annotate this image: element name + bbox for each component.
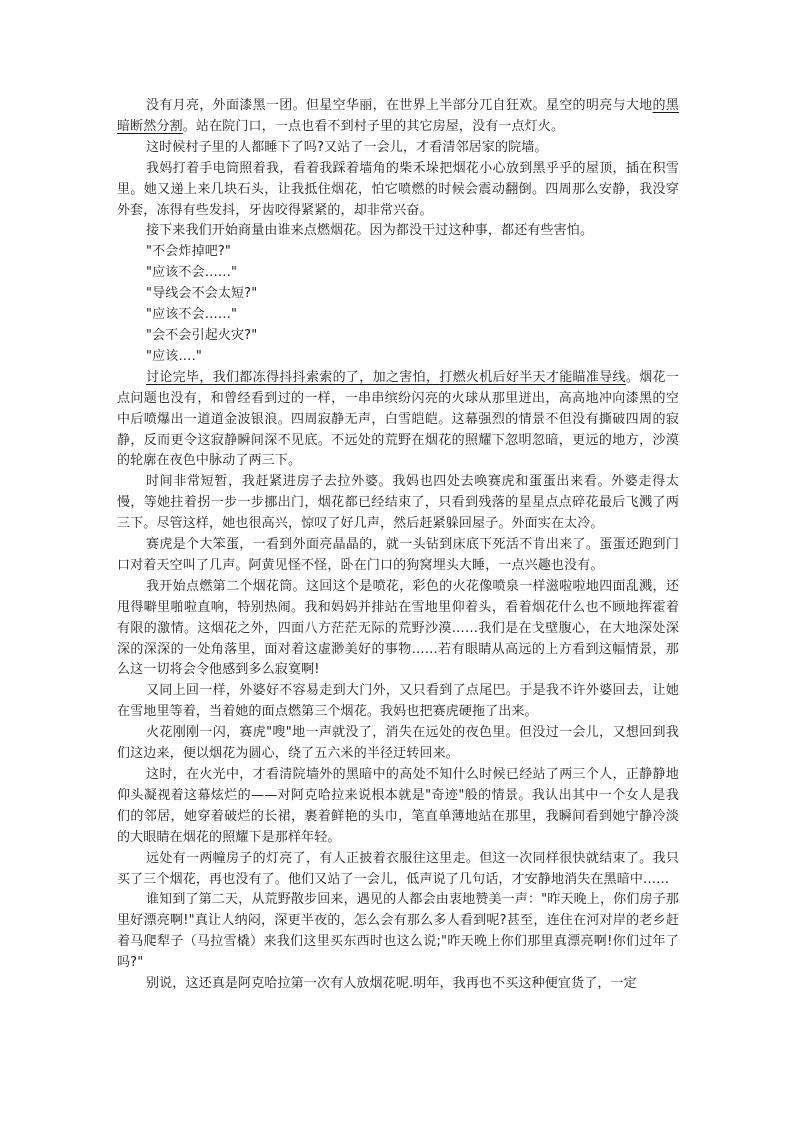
paragraph (117, 681, 679, 723)
paragraph (117, 535, 679, 577)
text-segment: 这时，在火光中，才看清院墙外的黑暗中的高处不知什么时候已经站了两三个人，正静静地仰头凝视着这幕炫烂的——对阿克哈拉来说根本就是"奇迹"般的情景。我认出其中一个女人是我们的邻居，她穿着破烂的长裙，裹着鲜艳的头巾，笔直单薄地站在那里，我瞬间看到她宁静冷淡的大眼睛在烟花的照耀下是那样年轻。 (117, 767, 679, 845)
paragraph (117, 974, 679, 995)
paragraph (117, 242, 679, 263)
paragraph (117, 577, 679, 682)
text-segment: 我妈打着手电筒照着我，看着我踩着墙角的柴禾垛把烟花小心放到黑乎乎的屋顶，插在积雪里。她又递上来几块石头，让我抵住烟花，怕它喷燃的时候会震动翻倒。四周那么安静，我没穿外套，冻得有些发抖，牙齿咬得紧紧的，却非常兴奋。 (117, 160, 679, 218)
paragraph (117, 765, 679, 849)
paragraph (117, 849, 679, 891)
paragraph (117, 472, 679, 535)
text-segment: 。站在院门口，一点也看不到村子里的其它房屋，没有一点灯火。 (182, 118, 565, 134)
text-segment: 。烟花一点问题也没有，和曾经看到过的一样，一串串缤纷闪亮的火球从那里迸出，高高地冲向漆黑的空中后喷爆出一道道金波银浪。四周寂静无声，白雪皑皑。这幕强烈的情景不但没有撕破四周的寂静，反而更令这寂静瞬间深不见底。不远处的荒野在烟花的照耀下忽明忽暗，更远的地方，沙漠的轮廓在夜色中脉动了两三下。 (117, 369, 679, 469)
text-segment: 赛虎是个大笨蛋，一看到外面亮晶晶的，就一头钻到床底下死活不肯出来了。蛋蛋还跑到门口对着天空叫了几声。阿黄见怪不怪，卧在门口的狗窝埋头大睡，一点兴趣也没有。 (117, 537, 679, 573)
paragraph (117, 347, 679, 368)
paragraph (117, 284, 679, 305)
text-segment: "会不会引起火灾?" (146, 327, 258, 343)
text-segment: "导线会不会太短?" (146, 286, 258, 302)
paragraph (117, 221, 679, 242)
text-segment: 接下来我们开始商量由谁来点燃烟花。因为都没干过这种事，都还有些害怕。 (146, 223, 594, 239)
text-segment: 没有月亮，外面漆黑一团。但星空华丽，在世界上半部分兀自狂欢。星空的明亮与大地 (146, 98, 653, 113)
article-body (117, 96, 679, 995)
text-segment: 远处有一两幢房子的灯亮了，有人正披着衣服往这里走。但这一次同样很快就结束了。我只买了三个烟花，再也没有了。他们又站了一会儿，低声说了几句话，才安静地消失在黑暗中…… (117, 850, 679, 887)
paragraph (117, 326, 679, 347)
text-segment: 我开始点燃第二个烟花筒。这回这个是喷花，彩色的火花像喷泉一样滋啦啦地四面乱溅，还甩得噼里啪啦直响，特别热闹。我和妈妈并排站在雪地里仰着头，看着烟花什么也不顾地挥霍着有限的激情。这烟花之外，四面八方茫茫无际的荒野沙漠……我们是在戈壁腹心，在大地深处深深的深深的一处角落里，面对着这虚渺美好的事物……若有眼睛从高远的上方看到这幅情景，那么这一切将会令他感到多么寂寞啊! (117, 578, 679, 678)
paragraph (117, 159, 679, 222)
underlined-text: 讨论完毕，我们都冻得抖抖索索的了，加之害怕，打燃火机后好半天才能瞄准导线 (146, 369, 626, 385)
text-segment: 又同上回一样，外婆好不容易走到大门外，又只看到了点尾巴。于是我不许外婆回去，让她在雪地里等着，当着她的面点燃第三个烟花。我妈也把赛虎硬拖了出来。 (117, 683, 679, 720)
text-segment: "应该不会……" (146, 307, 238, 323)
text-segment: 火花刚刚一闪，赛虎"嗖"地一声就没了，消失在远处的夜色里。但没过一会儿，又想回到我们这边来，便以烟花为圆心，绕了五六米的半径迂转回来。 (117, 725, 679, 762)
text-segment: "不会炸掉吧?" (146, 244, 232, 260)
text-segment: "应该不会……" (146, 265, 238, 281)
paragraph (117, 368, 679, 473)
paragraph (117, 890, 679, 974)
text-segment: 别说，这还真是阿克哈拉第一次有人放烟花呢.明年，我再也不买这种便宜货了，一定 (146, 976, 637, 992)
underlined-text: 的黑暗断然分割 (117, 98, 679, 134)
paragraph (117, 263, 679, 284)
paragraph (117, 723, 679, 765)
paragraph (117, 96, 679, 138)
paragraph (117, 138, 679, 159)
text-segment: 时间非常短暂，我赶紧进房子去拉外婆。我妈也四处去唤赛虎和蛋蛋出来看。外婆走得太慢，等她拄着拐一步一步挪出门，烟花都已经结束了，只看到残落的星星点点碎花最后飞溅了两三下。尽管这样，她也很高兴，惊叹了好几声，然后赶紧躲回屋子。外面实在太冷。 (117, 474, 679, 532)
paragraph (117, 305, 679, 326)
text-segment: 谁知到了第二天，从荒野散步回来，遇见的人都会由衷地赞美一声："昨天晚上，你们房子那里好漂亮啊!"真让人纳闷，深更半夜的，怎么会有那么多人看到呢?甚至，连住在河对岸的老乡赶着马爬犁子（马拉雪橇）来我们这里买东西时也这么说;"昨天晚上你们那里真漂亮啊!你们过年了吗?" (117, 892, 679, 971)
text-segment: 这时候村子里的人都睡下了吗?又站了一会儿，才看清邻居家的院墙。 (146, 139, 548, 155)
text-segment: "应该…." (146, 348, 202, 364)
